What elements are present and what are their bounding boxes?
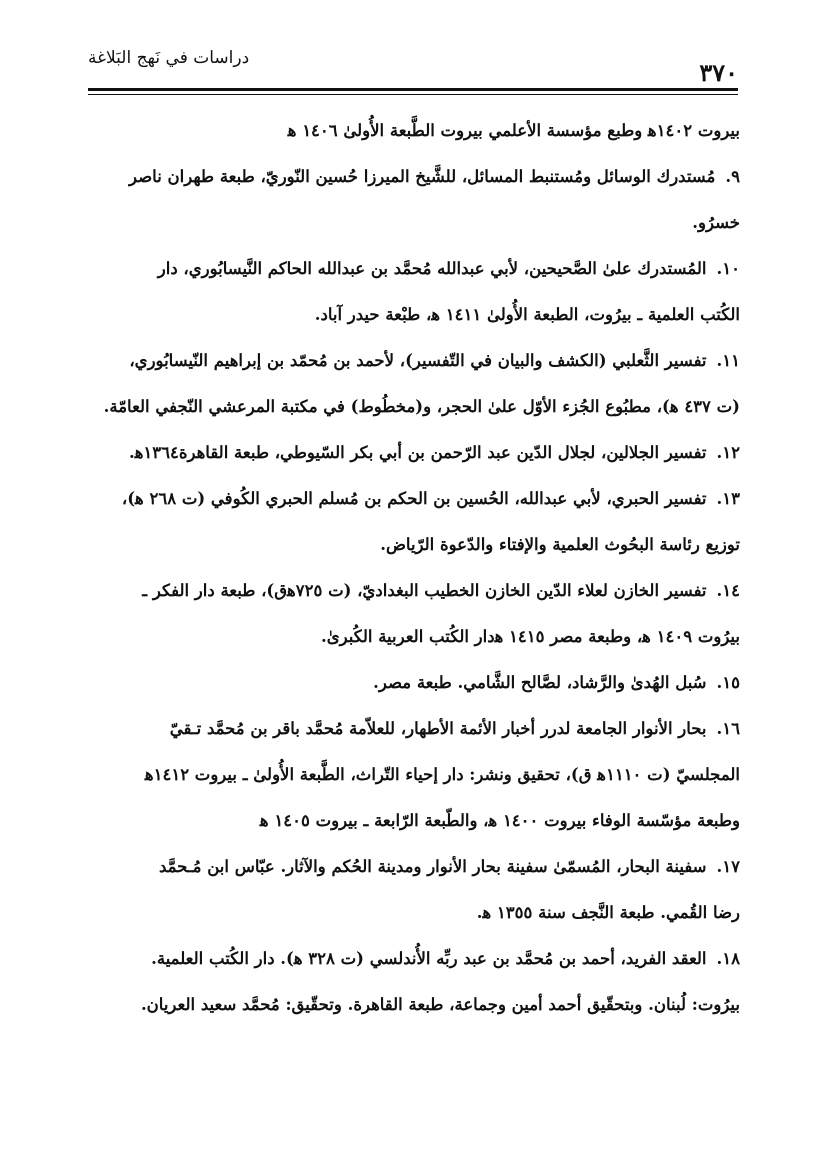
entry-text: المجلسيّ (ت ١١١٠ﻫ ق)، تحقيق ونشر: دار إحياء التّراث، الطَّبعة الأُولىٰ ـ بيروت ١٤١٢ﻫ [144,765,740,784]
entry-line [84,614,740,660]
entry-text: بيرُوت: لُبنان. وبتحقّيق أحمد أمين وجماعة، طبعة القاهرة. وتحقّيق: مُحمَّد سعيد العريان. [140,995,740,1014]
bibliography-entry [84,246,740,338]
entry-line [84,200,740,246]
entry-line [84,936,740,982]
entry-number: ١٦. [716,719,740,738]
page-header [88,44,738,88]
entry-text: تفسير الجلالين، لجلال الدّين عبد الرّحمن بن أبي بكر السّيوطي، طبعة القاهرة١٣٦٤ﻫ. [128,443,707,462]
entry-line [84,292,740,338]
page-number: ٣٧٠ [699,58,738,87]
entry-line [84,384,740,430]
entry-text: تفسير الثَّعلبي (الكشف والبيان في التّفسير)، لأحمد بن مُحمّد بن إبراهيم النّيسابُوري، [129,351,707,370]
entry-line [84,108,740,154]
bibliography-entry [84,108,740,154]
entry-text: سُبل الهُدىٰ والرَّشاد، لصَّالح الشَّامي. طبعة مصر. [373,673,707,692]
entry-line [84,706,740,752]
entry-text: (ت ٤٣٧ ﻫ)، مطبُوع الجُزء الأوّل علىٰ الحجر، و(مخطُوط) في مكتبة المرعشي النّجفي العامّة. [103,397,740,416]
entry-text: وطبعة مؤسّسة الوفاء بيروت ١٤٠٠ ﻫ، والطّبعة الرّابعة ـ بيروت ١٤٠٥ ﻫ [259,811,740,830]
entry-line [84,982,740,1028]
entry-line [84,844,740,890]
entry-text: العقد الفريد، أحمد بن مُحمَّد بن عبد ربِّه الأُندلسي (ت ٣٢٨ ﻫ). دار الكُتب العلمية. [151,949,707,968]
bibliography-entry [84,430,740,476]
entry-line [84,476,740,522]
entry-line [84,246,740,292]
entry-number: ١٠. [716,259,740,278]
entry-number: ١٤. [716,581,740,600]
entry-line [84,568,740,614]
entry-text: توزيع رئاسة البحُوث العلمية والإفتاء والدّعوة الرّياض. [380,535,740,554]
entry-text: المُستدرك علىٰ الصَّحيحين، لأبي عبدالله مُحمَّد بن عبدالله الحاكم النَّيسابُوري، دار [157,259,707,278]
bibliography-entry [84,154,740,246]
entry-text: بيروت ١٤٠٢ﻫ وطبع مؤسسة الأعلمي بيروت الطَّبعة الأُولىٰ ١٤٠٦ ﻫ [287,121,740,140]
entry-number: ٩. [725,167,740,186]
entry-number: ١٧. [716,857,740,876]
bibliography-entry [84,568,740,660]
bibliography-entry [84,338,740,430]
entry-line [84,798,740,844]
entry-text: تفسير الحبري، لأبي عبدالله، الحُسين بن الحكم بن مُسلم الحبري الكُوفي (ت ٢٦٨ ﻫ)، [121,489,707,508]
entry-line [84,522,740,568]
bibliography-entry [84,660,740,706]
entry-text: تفسير الخازن لعلاء الدّين الخازن الخطيب البغداديّ، (ت ٧٢٥ﻫق)، طبعة دار الفكر ـ [142,581,707,600]
entry-line [84,660,740,706]
entry-line [84,890,740,936]
entry-text: خسرُو. [692,213,740,232]
entry-number: ١١. [716,351,740,370]
entry-line [84,338,740,384]
entry-line [84,154,740,200]
bibliography-list [84,108,740,1028]
entry-number: ١٢. [716,443,740,462]
running-title: دراسات في نَهج البَلاغة [88,48,250,68]
entry-number: ١٨. [716,949,740,968]
entry-text: بحار الأنوار الجامعة لدرر أخبار الأئمة الأطهار، للعلاّمة مُحمَّد باقر بن مُحمَّد تـقيّ [169,719,707,738]
bibliography-entry [84,706,740,844]
header-rule-thick [88,88,738,91]
entry-text: مُستدرك الوسائل ومُستنبط المسائل، للشَّيخ الميرزا حُسين النّوريّ، طبعة طهران ناصر [129,167,716,186]
entry-line [84,752,740,798]
entry-number: ١٣. [716,489,740,508]
entry-text: رضا القُمي. طبعة النَّجف سنة ١٣٥٥ ﻫ. [476,903,740,922]
bibliography-entry [84,936,740,1028]
bibliography-entry [84,844,740,936]
header-rule-thin [88,94,738,95]
bibliography-entry [84,476,740,568]
entry-text: سفينة البحار، المُسمّىٰ سفينة بحار الأنوار ومدينة الحُكم والآثار. عبّاس ابن مُـحمَّد [158,857,707,876]
entry-text: الكُتب العلمية ـ بيرُوت، الطبعة الأُولىٰ ١٤١١ ﻫ، طبْعة حيدر آباد. [314,305,740,324]
entry-line [84,430,740,476]
entry-number: ١٥. [716,673,740,692]
entry-text: بيرُوت ١٤٠٩ ﻫ، وطبعة مصر ١٤١٥ ﻫدار الكُتب العربية الكُبرىٰ. [320,627,740,646]
